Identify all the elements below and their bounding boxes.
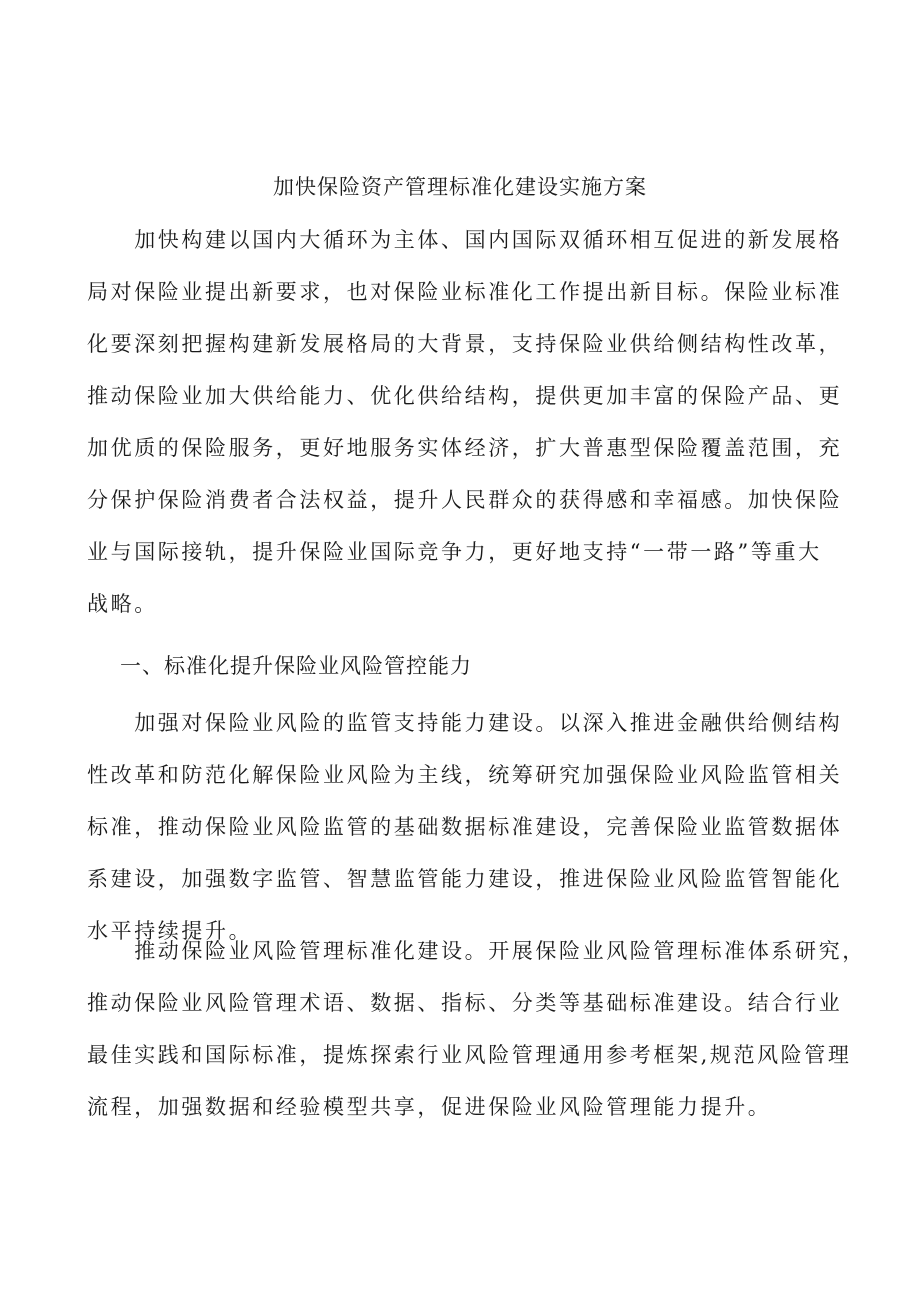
paragraph-line: 系建设，加强数字监管、智慧监管能力建设，推进保险业风险监管智能化 bbox=[87, 867, 843, 891]
paragraph-line: 战略。 bbox=[87, 592, 158, 616]
section-paragraph-2 bbox=[87, 925, 866, 1133]
paragraph-line: 最佳实践和国际标准，提炼探索行业风险管理通用参考框架,规范风险管理 bbox=[87, 1043, 852, 1067]
section-heading: 一、标准化提升保险业风险管控能力 bbox=[120, 654, 472, 678]
paragraph-line: 标准，推动保险业风险监管的基础数据标准建设，完善保险业监管数据体 bbox=[87, 815, 843, 839]
paragraph-line: 性改革和防范化解保险业风险为主线，统筹研究加强保险业风险监管相关 bbox=[87, 763, 843, 787]
paragraph-line: 业与国际接轨，提升保险业国际竞争力，更好地支持“一带一路”等重大 bbox=[87, 540, 822, 564]
intro-paragraph bbox=[87, 214, 847, 630]
paragraph-line: 流程，加强数据和经验模型共享，促进保险业风险管理能力提升。 bbox=[87, 1095, 772, 1119]
paragraph-line: 推动保险业风险管理术语、数据、指标、分类等基础标准建设。结合行业 bbox=[87, 991, 843, 1015]
paragraph-line: 加快构建以国内大循环为主体、国内国际双循环相互促进的新发展格 bbox=[87, 228, 843, 252]
paragraph-line: 加强对保险业风险的监管支持能力建设。以深入推进金融供给侧结构 bbox=[87, 711, 843, 735]
paragraph-line: 化要深刻把握构建新发展格局的大背景，支持保险业供给侧结构性改革， bbox=[87, 332, 843, 356]
paragraph-line: 局对保险业提出新要求，也对保险业标准化工作提出新目标。保险业标准 bbox=[87, 280, 843, 304]
paragraph-line: 推动保险业风险管理标准化建设。开展保险业风险管理标准体系研究， bbox=[87, 939, 866, 963]
document-title: 加快保险资产管理标准化建设实施方案 bbox=[273, 175, 647, 199]
section-paragraph-1 bbox=[87, 697, 847, 957]
paragraph-line: 分保护保险消费者合法权益，提升人民群众的获得感和幸福感。加快保险 bbox=[87, 488, 843, 512]
paragraph-line: 推动保险业加大供给能力、优化供给结构，提供更加丰富的保险产品、更 bbox=[87, 384, 843, 408]
paragraph-line: 加优质的保险服务，更好地服务实体经济，扩大普惠型保险覆盖范围，充 bbox=[87, 436, 843, 460]
paragraph-line: 水平持续提升。 bbox=[87, 919, 253, 943]
